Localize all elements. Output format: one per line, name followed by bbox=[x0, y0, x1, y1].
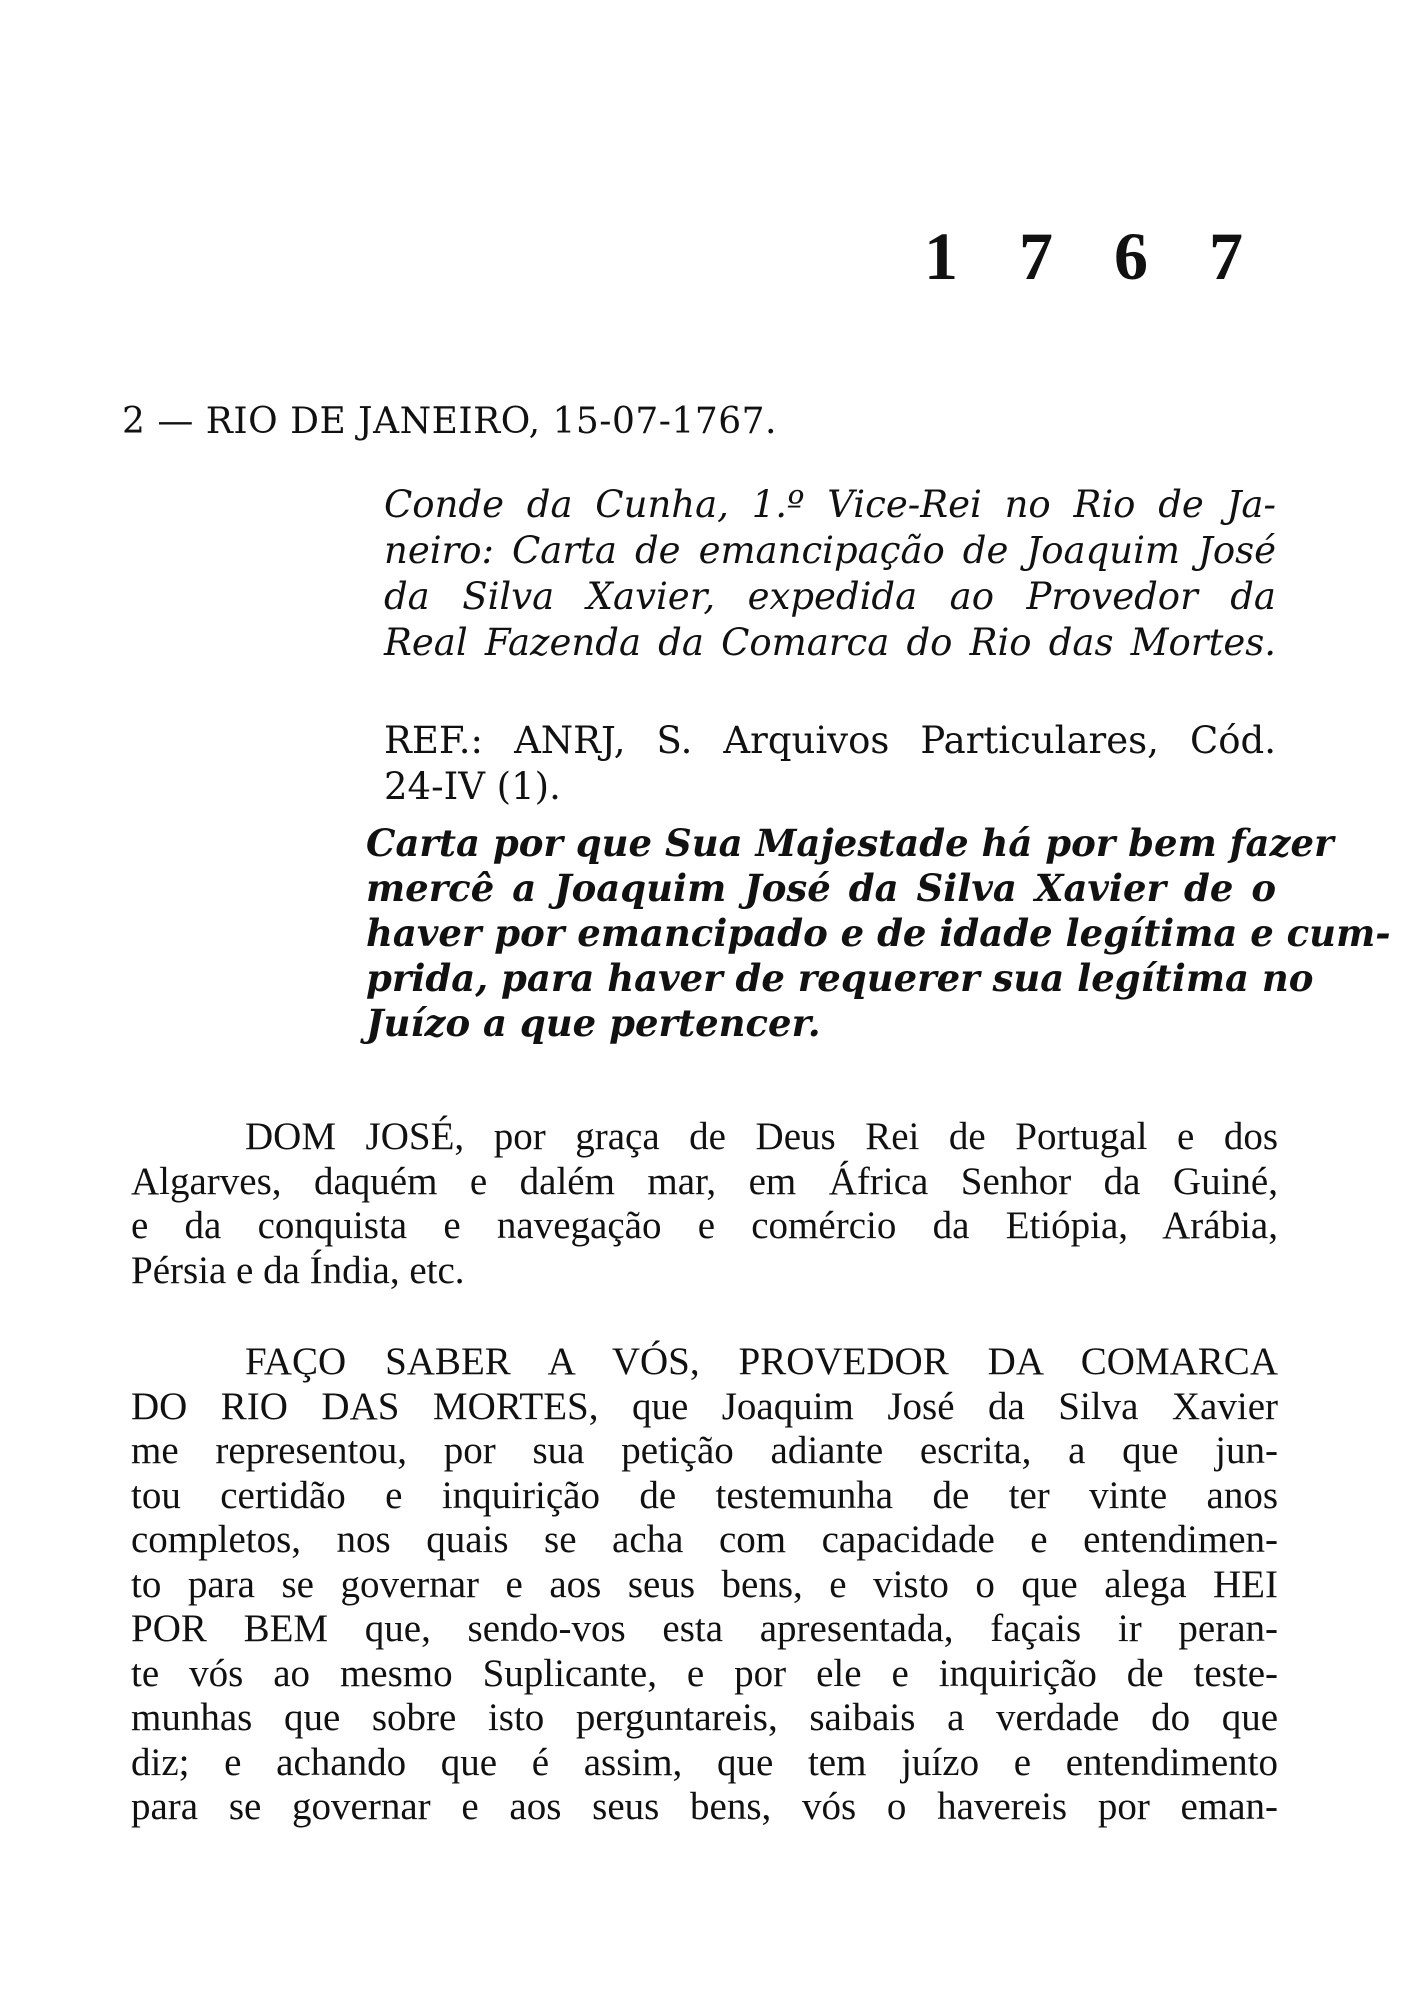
body-line: Pérsia e da Índia, etc. bbox=[131, 1248, 465, 1292]
reference-line: 24-IV (1). bbox=[384, 765, 561, 808]
document-excerpt bbox=[366, 821, 1391, 1046]
archive-reference bbox=[384, 718, 1276, 810]
body-line: me representou, por sua petição adiante escrita, a que jun- bbox=[131, 1429, 1278, 1472]
excerpt-line: Juízo a que pertencer. bbox=[366, 1001, 821, 1045]
document-heading: 2 — RIO DE JANEIRO, 15-07-1767. bbox=[122, 401, 777, 442]
body-line: POR BEM que, sendo-vos esta apresentada, façais ir peran- bbox=[131, 1607, 1278, 1650]
body-line: te vós ao mesmo Suplicante, e por ele e inquirição de teste- bbox=[131, 1651, 1278, 1695]
body-paragraph-2 bbox=[131, 1340, 1278, 1830]
body-line: diz; e achando que é assim, que tem juízo e entendimento bbox=[131, 1740, 1278, 1784]
body-line: Algarves, daquém e dalém mar, em África Senhor da Guiné, bbox=[131, 1159, 1278, 1203]
excerpt-line: mercê a Joaquim José da Silva Xavier de o bbox=[366, 866, 1276, 910]
body-line: munhas que sobre isto perguntareis, saibais a verdade do que bbox=[131, 1696, 1278, 1739]
excerpt-line: Carta por que Sua Majestade há por bem fazer bbox=[366, 821, 1334, 865]
reference-line: REF.: ANRJ, S. Arquivos Particulares, Cód. bbox=[384, 719, 1276, 762]
body-line: DOM JOSÉ, por graça de Deus Rei de Portugal e dos bbox=[245, 1115, 1278, 1158]
body-line: e da conquista e navegação e comércio da Etiópia, Arábia, bbox=[131, 1204, 1278, 1247]
summary-line: neiro: Carta de emancipação de Joaquim José bbox=[384, 529, 1276, 572]
excerpt-line: haver por emancipado e de idade legítima e cum- bbox=[366, 911, 1391, 955]
body-line: para se governar e aos seus bens, vós o havereis por eman- bbox=[131, 1785, 1278, 1828]
body-line: tou certidão e inquirição de testemunha de ter vinte anos bbox=[131, 1473, 1278, 1517]
excerpt-line: prida, para haver de requerer sua legítima no bbox=[366, 956, 1314, 1000]
body-line: completos, nos quais se acha com capacidade e entendimen- bbox=[131, 1518, 1278, 1561]
summary-line: da Silva Xavier, expedida ao Provedor da bbox=[384, 575, 1276, 618]
document-summary bbox=[384, 482, 1276, 666]
year-heading: 1 7 6 7 bbox=[924, 218, 1265, 294]
summary-line: Conde da Cunha, 1.º Vice-Rei no Rio de Ja- bbox=[384, 483, 1276, 526]
body-line: FAÇO SABER A VÓS, PROVEDOR DA COMARCA bbox=[245, 1340, 1278, 1383]
body-line: DO RIO DAS MORTES, que Joaquim José da Silva Xavier bbox=[131, 1384, 1278, 1428]
body-paragraph-1 bbox=[131, 1115, 1278, 1293]
summary-line: Real Fazenda da Comarca do Rio das Mortes. bbox=[384, 621, 1276, 664]
body-line: to para se governar e aos seus bens, e visto o que alega HEI bbox=[131, 1562, 1278, 1606]
